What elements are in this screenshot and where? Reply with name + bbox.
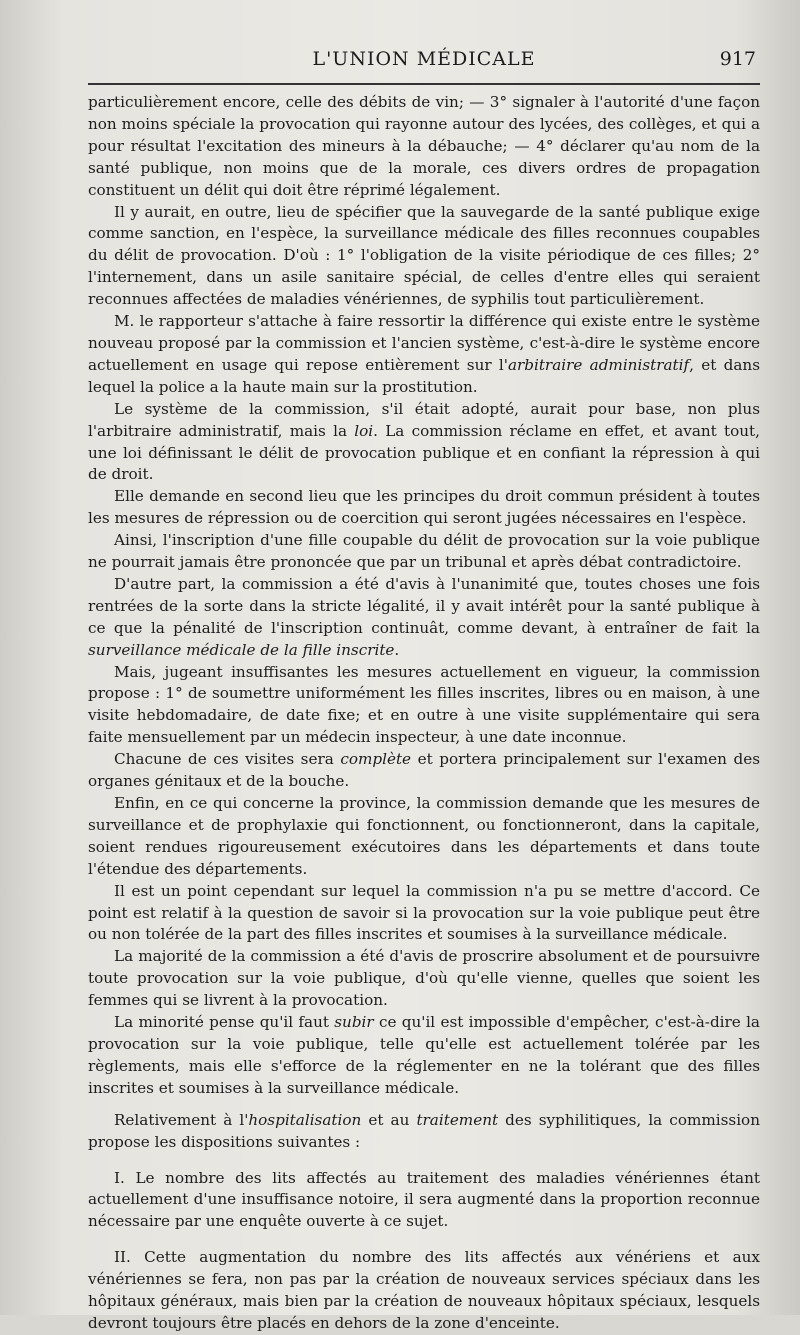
text-run: M. le rapporteur s'attache à faire ressortir la différence qui existe entre le système nouveau proposé par la commission et l'ancien système, c'est-à-dire le système encore actuellement en usage qui repose entièrement sur l' <box>88 312 760 374</box>
paragraph <box>88 1247 760 1335</box>
text-run: Elle demande en second lieu que les principes du droit commun président à toutes les mesures de répression ou de coercition qui seront jugées nécessaires en l'espèce. <box>88 487 760 528</box>
text-run: ce qu'il est impossible d'empêcher, c'est-à-dire la provocation sur la voie publique, telle qu'elle est actuellement tolérée par les règlements, mais elle s'efforce de la réglementer en ne la tolérant que des filles inscrites et soumises à la surveillance médicale. <box>88 1013 760 1097</box>
text-run: . <box>394 640 400 659</box>
paragraph <box>88 202 760 312</box>
text-run: Il y aurait, en outre, lieu de spécifier que la sauvegarde de la santé publique exige comme sanction, en l'espèce, la surveillance médicale des filles reconnues coupables du délit de provocation. D'où : 1° l'obligation de la visite périodique de ces filles; 2° l'internement, dans un asile sanitaire spécial, de celles d'entre elles qui seraient reconnues affectées de maladies vénériennes, de syphilis tout particulièrement. <box>88 202 760 309</box>
paragraph <box>88 749 760 793</box>
text-run: La minorité pense qu'il faut <box>114 1013 335 1032</box>
text-run: Ainsi, l'inscription d'une fille coupable du délit de provocation sur la voie publique ne pourrait jamais être prononcée que par un tribunal et après débat contradictoire. <box>88 531 760 572</box>
paragraph <box>88 662 760 750</box>
text-run: particulièrement encore, celle des débits de vin; — 3° signaler à l'autorité d'une façon non moins spéciale la provocation qui rayonne autour des lycées, des collèges, et qui a pour résultat l'excitation des mineurs à la débauche; — 4° déclarer qu'au nom de la santé publique, non moins que de la morale, ces divers ordres de propagation constituent un délit qui doit être réprimé légalement. <box>88 93 760 199</box>
paragraph <box>88 92 760 202</box>
text-run: Il est un point cependant sur lequel la commission n'a pu se mettre d'accord. Ce point est relatif à la question de savoir si la provocation sur la voie publique peut être ou non tolérée de la part des filles inscrites et soumises à la surveillance médicale. <box>88 881 760 944</box>
paragraph <box>88 311 760 399</box>
text-run: Le système de la commission, s'il était adopté, aurait pour base, non plus l'arbitraire administratif, mais la <box>88 399 760 440</box>
paragraph <box>88 793 760 881</box>
italic-text: traitement <box>416 1110 499 1129</box>
paragraph <box>88 1110 760 1154</box>
text-run: , et dans lequel la police a la haute main sur la prostitution. <box>88 355 760 396</box>
text-run: et portera principalement sur l'examen des organes génitaux et de la bouche. <box>88 750 760 791</box>
italic-text: hospitalisation <box>248 1110 362 1129</box>
text-run: La majorité de la commission a été d'avis de proscrire absolument et de poursuivre toute provocation sur la voie publique, d'où qu'elle vienne, quelles que soient les femmes qui se livrent à la provocation. <box>88 947 760 1010</box>
italic-text: arbitraire administratif <box>507 355 690 374</box>
text-run: D'autre part, la commission a été d'avis à l'unanimité que, toutes choses une fois rentrées de la sorte dans la stricte légalité, il y avait intérêt pour la santé publique à ce que la pénalité de l'inscription continuât, comme devant, à entraîner de fait la <box>88 574 760 637</box>
italic-text: loi <box>354 421 374 440</box>
paragraph <box>88 486 760 530</box>
journal-title: L'UNION MÉDICALE <box>312 48 536 70</box>
text-run: I. Le nombre des lits affectés au traitement des maladies vénériennes étant actuellement d'une insuffisance notoire, il sera augmenté dans la proportion reconnue nécessaire par une enquête ouverte à ce sujet. <box>88 1168 760 1231</box>
text-run: et au <box>361 1110 417 1129</box>
paragraph <box>88 530 760 574</box>
paragraph <box>88 574 760 662</box>
paragraph <box>88 1168 760 1234</box>
text-run: II. Cette augmentation du nombre des lits affectés aux vénériens et aux vénériennes se fera, non pas par la création de nouveaux services spéciaux dans les hôpitaux généraux, mais bien par la création de nouveaux hôpitaux spéciaux, lesquels devront toujours être placés en dehors de la zone d'enceinte. <box>88 1248 760 1332</box>
italic-text: complète <box>340 750 412 769</box>
paragraph <box>88 1012 760 1100</box>
running-header <box>88 44 760 78</box>
paragraph <box>88 399 760 487</box>
italic-text: subir <box>334 1013 374 1032</box>
text-run: Relativement à l' <box>114 1110 249 1129</box>
page-number: 917 <box>719 48 756 70</box>
paragraph <box>88 946 760 1012</box>
text-run: Enfin, en ce qui concerne la province, la commission demande que les mesures de surveillance et de prophylaxie qui fonctionnent, ou fonctionneront, dans la capitale, soient rendues rigoureusement exécutoires dans les départements et dans toute l'étendue des départements. <box>88 794 760 878</box>
body-text <box>88 92 760 1335</box>
text-run: Chacune de ces visites sera <box>114 750 341 769</box>
text-run: Mais, jugeant insuffisantes les mesures actuellement en vigueur, la commission propose : 1° de soumettre uniformément les filles inscrites, libres ou en maison, à une visite hebdomadaire, de date fixe; et en outre à une visite supplémentaire qui sera faite mensuellement par un médecin inspecteur, à une date inconnue. <box>88 662 760 747</box>
header-rule <box>88 83 760 85</box>
paragraph <box>88 881 760 947</box>
text-run: . La commission réclame en effet, et avant tout, une loi définissant le délit de provocation publique et en confiant la répression à qui de droit. <box>88 421 760 484</box>
text-run: des syphilitiques, la commission propose les dispositions suivantes : <box>88 1110 760 1151</box>
italic-text: surveillance médicale de la fille inscrite <box>88 640 395 659</box>
